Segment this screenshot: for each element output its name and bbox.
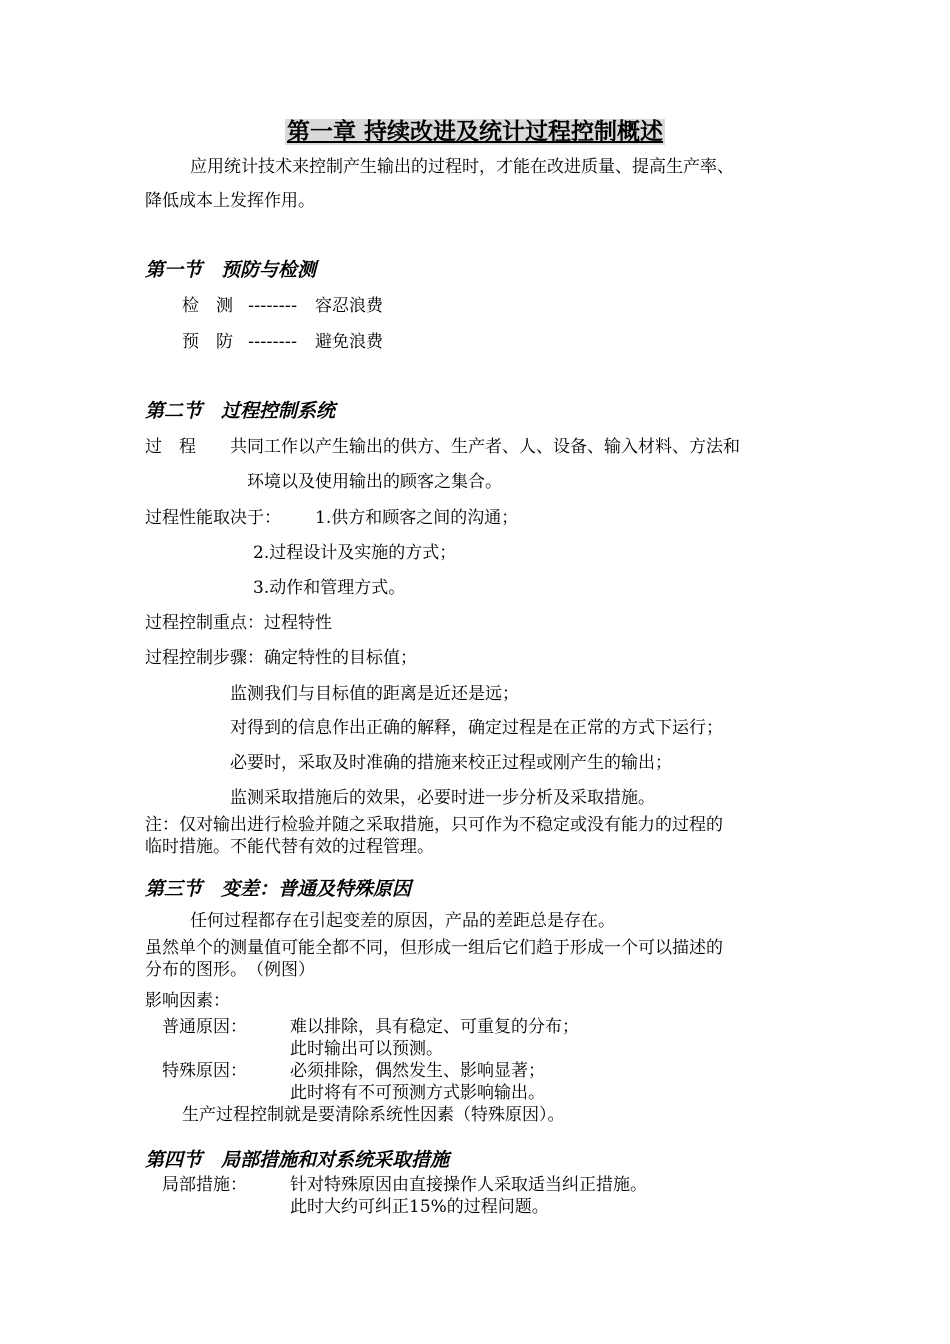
control-step-4: 必要时，采取及时准确的措施来校正过程或刚产生的输出； — [230, 753, 672, 773]
control-step-5: 监测采取措施后的效果，必要时进一步分析及采取措施。 — [230, 788, 655, 808]
performance-item-3: 3.动作和管理方式。 — [253, 578, 406, 598]
note-line-1: 注：仅对输出进行检验并随之采取措施，只可作为不稳定或没有能力的过程的 — [145, 815, 723, 835]
special-cause-desc-2: 此时将有不可预测方式影响输出。 — [290, 1083, 545, 1103]
common-cause-label: 普通原因： — [162, 1017, 247, 1037]
common-cause-desc-2: 此时输出可以预测。 — [290, 1039, 443, 1059]
variation-p1: 任何过程都存在引起变差的原因，产品的差距总是存在。 — [190, 911, 615, 931]
factors-label: 影响因素： — [145, 991, 230, 1011]
section-2-heading: 第二节 过程控制系统 — [145, 400, 336, 422]
prevent-text: 避免浪费 — [315, 332, 383, 352]
section-4-heading: 第四节 局部措施和对系统采取措施 — [145, 1149, 450, 1171]
detect-dashes: -------- — [248, 296, 298, 316]
section-3-heading: 第三节 变差：普通及特殊原因 — [145, 878, 412, 900]
note-line-2: 临时措施。不能代替有效的过程管理。 — [145, 837, 434, 857]
chapter-title — [0, 117, 950, 147]
performance-label: 过程性能取决于： — [145, 508, 281, 528]
process-def-1: 共同工作以产生输出的供方、生产者、人、设备、输入材料、方法和 — [230, 437, 740, 457]
detect-text: 容忍浪费 — [315, 296, 383, 316]
performance-item-2: 2.过程设计及实施的方式； — [253, 543, 457, 563]
local-action-label: 局部措施： — [162, 1175, 247, 1195]
control-step-2: 监测我们与目标值的距离是近还是远； — [230, 684, 519, 704]
prevent-dashes: -------- — [248, 332, 298, 352]
process-label: 过 程 — [145, 437, 196, 457]
control-step-3: 对得到的信息作出正确的解释，确定过程是在正常的方式下运行； — [230, 718, 723, 738]
variation-p2-line-1: 虽然单个的测量值可能全都不同，但形成一组后它们趋于形成一个可以描述的 — [145, 938, 723, 958]
chapter-title-text: 第一章 持续改进及统计过程控制概述 — [286, 119, 663, 145]
variation-p2-line-2: 分布的图形。 （例图） — [145, 960, 315, 980]
detect-label: 检 测 — [182, 296, 233, 316]
special-cause-desc-1: 必须排除，偶然发生、影响显著； — [290, 1061, 545, 1081]
section-1-heading: 第一节 预防与检测 — [145, 259, 317, 281]
control-steps-label: 过程控制步骤：确定特性的目标值； — [145, 648, 417, 668]
control-focus: 过程控制重点：过程特性 — [145, 613, 332, 633]
intro-line-2: 降低成本上发挥作用。 — [145, 191, 315, 211]
process-control-summary: 生产过程控制就是要清除系统性因素（特殊原因）。 — [182, 1105, 565, 1125]
common-cause-desc-1: 难以排除，具有稳定、可重复的分布； — [290, 1017, 579, 1037]
intro-line-1: 应用统计技术来控制产生输出的过程时，才能在改进质量、提高生产率、 — [190, 157, 734, 177]
process-def-2: 环境以及使用输出的顾客之集合。 — [247, 472, 502, 492]
performance-item-1: 1.供方和顾客之间的沟通； — [315, 508, 519, 528]
local-action-desc-2: 此时大约可纠正15%的过程问题。 — [290, 1197, 549, 1217]
prevent-label: 预 防 — [182, 332, 233, 352]
local-action-desc-1: 针对特殊原因由直接操作人采取适当纠正措施。 — [290, 1175, 647, 1195]
special-cause-label: 特殊原因： — [162, 1061, 247, 1081]
